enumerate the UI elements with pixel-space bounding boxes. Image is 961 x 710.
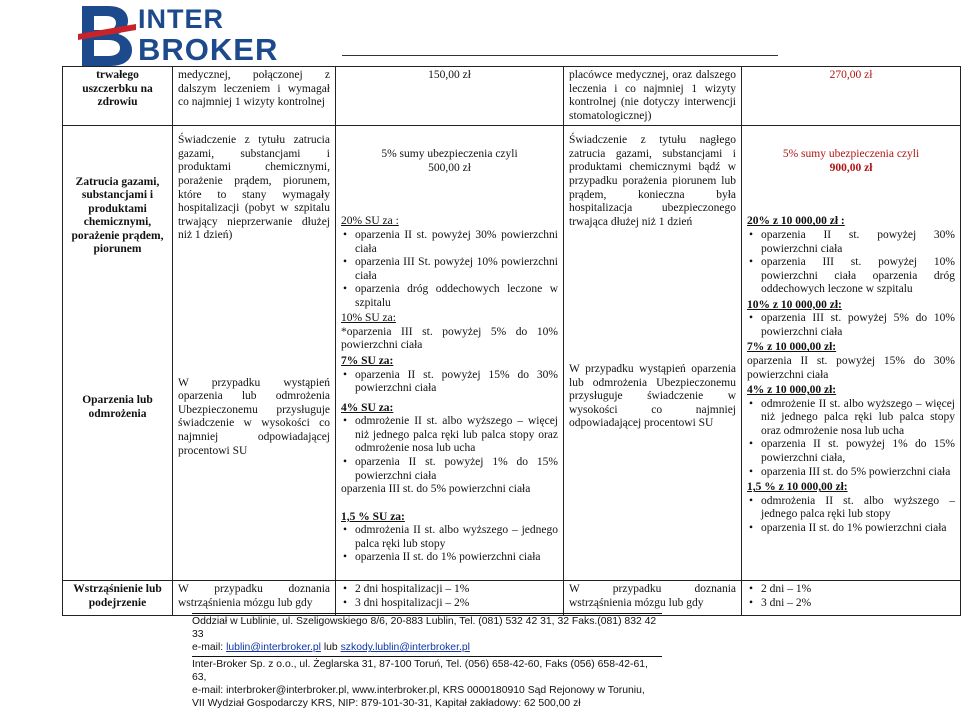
- group-7-heading: 7% SU za:: [341, 355, 394, 367]
- description2-cell: [564, 67, 742, 126]
- description-cell: [173, 581, 336, 616]
- footer-rule-top: [192, 613, 662, 614]
- group2-4-list: [747, 398, 955, 479]
- description-text: W przypadku doznania wstrząśnienia mózgu lub gdy: [178, 583, 330, 609]
- list-item: • oparzenia III St. powyżej 10% powierzchni ciała: [341, 256, 558, 283]
- amount2-value: 900,00 zł: [829, 161, 873, 174]
- footer-company-contact: e-mail: interbroker@interbroker.pl, www.interbroker.pl, KRS 0000180910 Sąd Rejonowy w Toruniu,: [192, 685, 645, 697]
- group-1-5-heading: 1,5 % SU za:: [341, 510, 405, 523]
- group-4-list: [341, 415, 558, 483]
- amount-percent: 5% sumy ubezpieczenia czyli: [381, 148, 518, 161]
- description2-text: W przypadku doznania wstrząśnienia mózgu lub gdy: [569, 583, 736, 609]
- list-item: • 2 dni – 1%: [747, 583, 955, 597]
- list-item: • oparzenia II st. powyżej 15% do 30% powierzchni ciała: [341, 369, 558, 396]
- list-item: • odmrożenie II st. albo wyższego – więcej niż jednego palca ręki lub palca stopy oraz odmrożenie nosa lub ucha: [747, 398, 955, 439]
- footer-rule-mid: [192, 656, 662, 657]
- group2-1-5-list: [747, 495, 955, 536]
- table-row: [63, 67, 961, 126]
- list-item: • 3 dni hospitalizacji – 2%: [341, 597, 558, 611]
- risk-cell: [63, 67, 173, 126]
- group-4-heading: 4% SU za:: [341, 401, 394, 414]
- amount2-cell: [742, 126, 961, 581]
- amount-cell: [336, 126, 564, 581]
- group2-7-text: oparzenia II st. powyżej 15% do 30% powierzchni ciała: [747, 355, 955, 381]
- list-item: • oparzenia II st. powyżej 1% do 15% powierzchni ciała: [341, 456, 558, 483]
- description2-text: placówce medycznej, oraz dalszego leczenia i co najmniej 1 wizyty kontrolnej (nie dotyczy interwencji stomatologicznej): [569, 69, 736, 122]
- footer-company-address: Inter-Broker Sp. z o.o., ul. Żeglarska 31, 87-100 Toruń, Tel. (056) 658-42-60, Faks (056) 658-42-61, 63,: [192, 658, 648, 683]
- group-10-text: *oparzenia III st. powyżej 5% do 10% powierzchni ciała: [341, 325, 558, 352]
- description-cell: [173, 126, 336, 581]
- hospital-days-list2: [747, 583, 955, 610]
- hospital-days-list: [341, 583, 558, 610]
- description2-cell: [564, 126, 742, 581]
- risk-name: Wstrząśnienie lub podejrzenie: [73, 583, 162, 609]
- footer: [192, 612, 662, 710]
- risk-name-burns: Oparzenia lub odmrożenia: [82, 394, 153, 420]
- table-row: [63, 126, 961, 581]
- list-item: • oparzenia II st. powyżej 30% powierzchni ciała: [747, 229, 955, 256]
- group-10-heading: 10% SU za:: [341, 312, 396, 325]
- amount2-text: 270,00 zł: [829, 69, 873, 81]
- list-item: • oparzenia II st. powyżej 30% powierzchni ciała: [341, 229, 558, 256]
- description-text: medycznej, połączonej z dalszym leczeniem i wymagał co najmniej 1 wizyty kontrolnej: [178, 69, 330, 109]
- group2-20-list: [747, 229, 955, 297]
- description-poisoning: Świadczenie z tytułu zatrucia gazami, substancjami i produktami chemicznymi, porażenie prądem, piorunem, które to stany wymagały hospitalizacji (pobyt w szpitalu trwający nieprzerwanie dłużej niż 1 dzień): [178, 134, 330, 242]
- description-cell: [173, 67, 336, 126]
- footer-emails: [192, 641, 662, 654]
- description2-poisoning: Świadczenie z tytułu nagłego zatrucia gazami, substancjami i produktami chemicznymi bądź w przypadku porażenia piorunem lub prądem, konieczna była hospitalizacja ubezpieczonego trwająca dłużej niż 1 dzień: [569, 134, 736, 228]
- footer-email-sep: lub: [323, 642, 338, 654]
- logo-broker-text: BROKER: [138, 32, 279, 67]
- list-item: • oparzenia II st. powyżej 1% do 15% powierzchni ciała,: [747, 438, 955, 465]
- list-item: • oparzenia III st. powyżej 5% do 10% powierzchni ciała: [747, 312, 955, 339]
- amount-value: 500,00 zł: [428, 161, 471, 174]
- list-item: • odmrożenia II st. albo wyższego – jednego palca ręki lub stopy: [341, 524, 558, 551]
- description2-cell: [564, 581, 742, 616]
- logo-b-mark-icon: [78, 4, 138, 66]
- risk-name-poisoning: Zatrucia gazami, substancjami i produktami chemicznymi, porażenie prądem, piorunem: [71, 175, 164, 256]
- group-4-tail: oparzenia III st. do 5% powierzchni ciała: [341, 483, 531, 496]
- group2-1-5-heading: 1,5 % z 10 000,00 zł:: [747, 481, 848, 494]
- logo-inter-text: INTER: [138, 4, 224, 34]
- inter-broker-logo: [78, 4, 288, 66]
- list-item: • odmrożenie II st. albo wyższego – więcej niż jednego palca ręki lub palca stopy oraz odmrożenie nosa lub ucha: [341, 415, 558, 456]
- list-item: • oparzenia III st. powyżej 10% powierzchni ciała oparzenia dróg oddechowych leczone w szpitalu: [747, 256, 955, 297]
- list-item: • oparzenia II st. do 1% powierzchni ciała: [341, 551, 558, 565]
- group2-20-heading: 20% z 10 000,00 zł :: [747, 215, 845, 228]
- amount-cell: [336, 67, 564, 126]
- group-20-heading: 20% SU za :: [341, 215, 399, 228]
- amount-text: 150,00 zł: [428, 69, 471, 81]
- risk-cell: [63, 581, 173, 616]
- list-item: • 3 dni – 2%: [747, 597, 955, 611]
- amount2-percent: 5% sumy ubezpieczenia czyli: [782, 148, 920, 161]
- footer-email-link-1[interactable]: lublin@interbroker.pl: [226, 642, 321, 654]
- list-item: • oparzenia II st. do 1% powierzchni ciała: [747, 522, 955, 536]
- amount2-cell: [742, 581, 961, 616]
- group2-10-list: [747, 312, 955, 339]
- list-item: • odmrożenia II st. albo wyższego – jednego palca ręki lub stopy: [747, 495, 955, 522]
- group2-4-heading: 4% z 10 000,00 zł:: [747, 384, 837, 397]
- group2-10-heading: 10% z 10 000,00 zł:: [747, 298, 842, 311]
- list-item: • oparzenia III st. do 5% powierzchni ciała: [747, 466, 955, 480]
- footer-company-registry: VII Wydział Gospodarczy KRS, NIP: 879-101-30-31, Kapitał zakładowy: 62 500,00 zł: [192, 698, 581, 710]
- group-1-5-list: [341, 524, 558, 565]
- footer-branch-address: Oddział w Lublinie, ul. Szeligowskiego 8/6, 20-883 Lublin, Tel. (081) 532 42 31, 32 Faks.(081) 832 42 33: [192, 616, 657, 641]
- footer-email-link-2[interactable]: szkody.lublin@interbroker.pl: [340, 642, 470, 654]
- description-burns: W przypadku wystąpień oparzenia lub odmrożenia Ubezpieczonemu przysługuje świadczenie w wysokości co najmniej odpowiadającej procentowi SU: [178, 376, 330, 457]
- description2-burns: W przypadku wystąpień oparzenia lub odmrożenia Ubezpieczonemu przysługuje świadczenie w wysokości co najmniej odpowiadającej procentowi SU: [569, 363, 736, 430]
- list-item: • oparzenia dróg oddechowych leczone w szpitalu: [341, 283, 558, 310]
- coverage-table: [62, 66, 961, 616]
- risk-name: trwałego uszczerbku na zdrowiu: [82, 69, 153, 109]
- group2-7-heading: 7% z 10 000,00 zł:: [747, 341, 837, 354]
- group-7-list: [341, 369, 558, 396]
- table-row: [63, 581, 961, 616]
- risk-cell: [63, 126, 173, 581]
- list-item: • 2 dni hospitalizacji – 1%: [341, 583, 558, 597]
- amount-cell: [336, 581, 564, 616]
- header-rule: [342, 55, 778, 56]
- footer-email-prefix: e-mail:: [192, 642, 224, 654]
- amount2-cell: [742, 67, 961, 126]
- group-20-list: [341, 229, 558, 310]
